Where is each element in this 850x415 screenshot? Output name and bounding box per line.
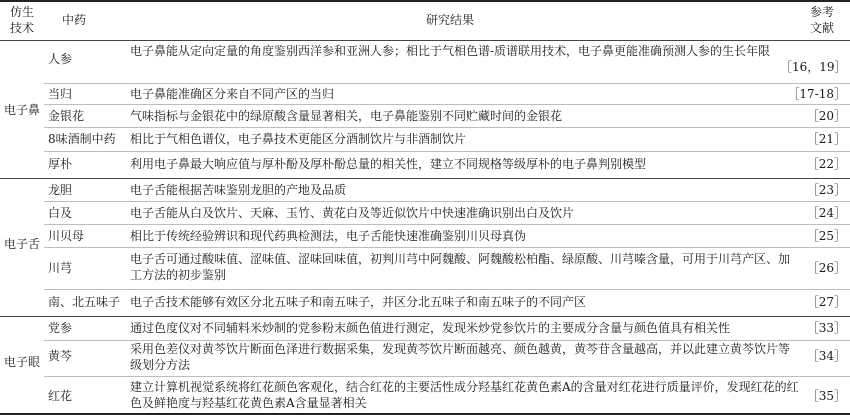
header-ref-line: 参考 [809, 5, 834, 19]
result-cell: 电子舌可通过酸味值、涩味值、涩味回味值，初判川芎中阿魏酸、阿魏酸松柏酯、绿原酸、川芎嗪含量，可用于川芎产区、加工方法的初步鉴别 [130, 252, 791, 282]
result-cell: 电子舌技术能够有效区分北五味子和南五味子，并区分北五味子和南五味子的不同产区 [130, 295, 587, 309]
result-cell: 气味指标与金银花中的绿原酸含量显著相关，电子鼻能鉴别不同贮藏时间的金银花 [130, 109, 563, 123]
group-divider-1 [0, 178, 850, 179]
row-sep [44, 83, 850, 84]
herb-cell: 川芎 [48, 261, 73, 275]
row-sep [44, 247, 850, 248]
ref-cell: ［26］ [806, 261, 846, 275]
row-sep [44, 127, 850, 128]
herb-cell: 龙胆 [48, 183, 73, 197]
result-cell: 采用色差仪对黄芩饮片断面色泽进行数据采集，发现黄芩饮片断面越亮、颜色越黄，黄芩苷含量越高，并以此建立黄芩饮片等级划分方法 [130, 342, 791, 372]
header-tech [2, 4, 42, 36]
ref-cell: ［35］ [806, 389, 846, 403]
ref-cell: ［24］ [806, 206, 846, 220]
header-result: 研究结果 [425, 13, 474, 27]
result-cell: 相比于气相色谱仪，电子鼻技术更能区分酒制饮片与非酒制饮片 [130, 132, 467, 146]
row-sep [44, 224, 850, 225]
herb-cell: 南、北五味子 [48, 295, 121, 309]
herb-cell: 人参 [48, 52, 73, 66]
herb-cell: 白及 [48, 206, 73, 220]
ref-cell: ［20］ [806, 109, 846, 123]
herb-cell: 党参 [48, 321, 73, 335]
ref-cell: ［16，19］ [780, 60, 847, 74]
herb-cell: 金银花 [48, 109, 85, 123]
header-tech-line: 仿生 [9, 5, 34, 19]
herb-cell: 当归 [48, 87, 73, 101]
tech-label-enose: 电子鼻 [4, 103, 41, 117]
herb-cell: 川贝母 [48, 229, 85, 243]
ref-cell: ［33］ [806, 321, 846, 335]
tech-label-eeye: 电子眼 [4, 355, 41, 369]
result-cell: 相比于传统经验辨识和现代药典检测法，电子舌能快速准确鉴别川贝母真伪 [130, 229, 527, 243]
header-ref-line: 文献 [809, 21, 834, 35]
herb-cell: 红花 [48, 389, 73, 403]
row-sep [44, 104, 850, 105]
result-cell: 通过色度仪对不同辅料米炒制的党参粉末颜色值进行测定，发现米炒党参饮片的主要成分含量与颜色值具有相关性 [130, 321, 731, 335]
top-rule [0, 0, 850, 2]
row-sep [44, 289, 850, 290]
ref-cell: ［22］ [806, 157, 846, 171]
result-cell: 利用电子鼻最大响应值与厚朴酚及厚朴酚总量的相关性，建立不同规格等级厚朴的电子鼻判别模型 [130, 157, 647, 171]
result-cell: 电子舌能从白及饮片、天麻、玉竹、黄花白及等近似饮片中快速准确识别出白及饮片 [130, 206, 575, 220]
result-cell: 电子舌能根据苦味鉴别龙胆的产地及品质 [130, 183, 347, 197]
row-sep [44, 151, 850, 152]
ref-cell: ［27］ [806, 295, 846, 309]
group-divider-2 [0, 316, 850, 317]
ref-cell: ［25］ [806, 229, 846, 243]
header-tech-line: 技术 [9, 21, 34, 35]
tech-label-etongue: 电子舌 [4, 237, 41, 251]
row-sep [44, 201, 850, 202]
header-rule [0, 40, 850, 41]
ref-cell: ［23］ [806, 183, 846, 197]
herb-cell: 厚朴 [48, 157, 73, 171]
row-sep [44, 376, 850, 377]
result-cell: 建立计算机视觉系统将红花颜色客观化，结合红花的主要活性成分羟基红花黄色素A的含量对红花进行质量评价，发现红花的红色及鲜艳度与羟基红花黄色素A含量显著相关 [130, 380, 799, 410]
ref-cell: ［34］ [806, 349, 846, 363]
result-cell: 电子鼻能准确区分来自不同产区的当归 [130, 87, 335, 101]
ref-cell: ［21］ [806, 132, 846, 146]
header-herb: 中药 [62, 13, 87, 27]
header-ref [800, 4, 844, 36]
result-cell: 电子鼻能从定向定量的角度鉴别西洋参和亚洲人参；相比于气相色谱-质谱联用技术，电子鼻更能准确预测人参的生长年限 [130, 44, 771, 58]
herb-cell: 黄芩 [48, 349, 73, 363]
herb-cell: 8味酒制中药 [48, 132, 116, 146]
ref-cell: ［17-18］ [787, 87, 846, 101]
